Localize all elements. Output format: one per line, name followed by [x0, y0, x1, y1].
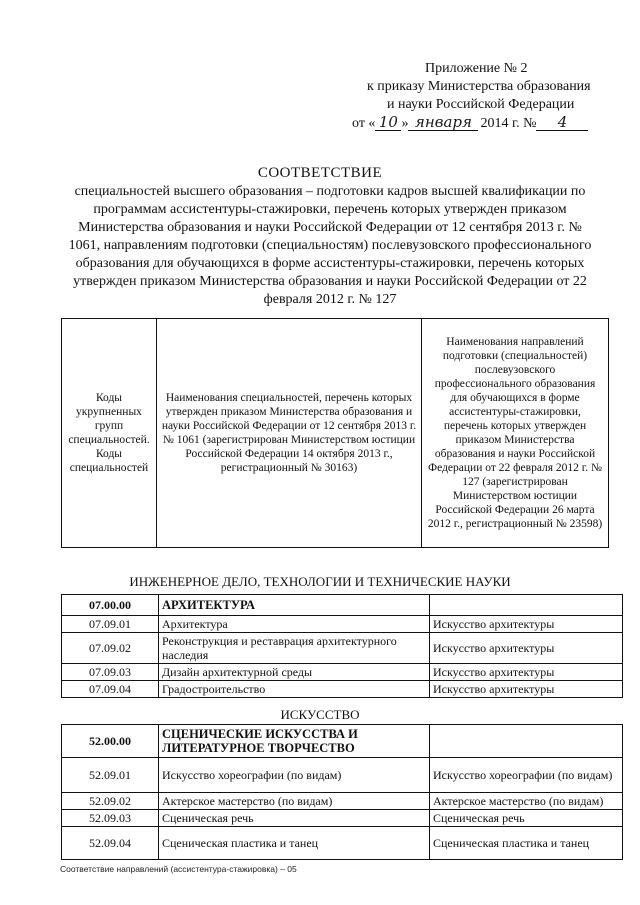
- row-direction: Искусство хореографии (по видам): [430, 758, 623, 793]
- row-direction: Искусство архитектуры: [430, 633, 623, 664]
- document-subtitle: специальностей высшего образования – подготовки кадров высшей квалификации по программам ассистентуры-стажировки, перечень которых утвержден приказом Министерства образования и науки Российской Федерации от 12 сентября 2013 г. № 1061, направлениям подготовки (специальностям) послевузовского профессионального образования для обучающихся в форме ассистентуры-стажировки, перечень которых утвержден приказом Министерства образования и науки Российской Федерации от 22 февраля 2012 г. № 127: [68, 184, 592, 307]
- row-direction: Искусство архитектуры: [430, 681, 623, 698]
- row-code: 07.09.03: [62, 664, 159, 681]
- handwritten-order-number: 4: [536, 114, 588, 131]
- row-direction: Актерское мастерство (по видам): [430, 793, 623, 810]
- row-name: Сценическая речь: [159, 810, 430, 827]
- table-row: [62, 616, 623, 633]
- row-name: Дизайн архитектурной среды: [159, 664, 430, 681]
- row-name: СЦЕНИЧЕСКИЕ ИСКУССТВА И ЛИТЕРАТУРНОЕ ТВОРЧЕСТВО: [159, 725, 430, 758]
- row-code: 52.09.04: [62, 827, 159, 860]
- row-code: 52.09.03: [62, 810, 159, 827]
- table-row: [62, 810, 623, 827]
- header-table: [61, 318, 609, 548]
- row-code: 07.09.04: [62, 681, 159, 698]
- row-direction: Сценическая пластика и танец: [430, 827, 623, 860]
- header-col-codes: Коды укрупненных групп специальностей. Коды специальностей: [62, 319, 157, 548]
- row-code: 07.09.02: [62, 633, 159, 664]
- section-title-art: ИСКУССТВО: [280, 707, 360, 722]
- table-row: [62, 725, 623, 758]
- table-row: [62, 827, 623, 860]
- document-title: СООТВЕТСТВИЕ: [257, 165, 383, 181]
- page-footer: Соответствие направлений (ассистентура-стажировка) – 05: [60, 864, 297, 874]
- section-table-art: [61, 724, 623, 860]
- row-code: 07.09.01: [62, 616, 159, 633]
- header-col-specialties: Наименования специальностей, перечень которых утвержден приказом Министерства образования и науки Российской Федерации от 12 сентября 2013 г. № 1061 (зарегистрирован Министерством юстиции Российской Федерации 14 октября 2013 г., регистрационный № 30163): [157, 319, 422, 548]
- date-mid: »: [401, 116, 409, 131]
- row-direction: [430, 725, 623, 758]
- row-direction: Сценическая речь: [430, 810, 623, 827]
- table-row: [62, 664, 623, 681]
- appendix-ministry: и науки Российской Федерации: [387, 97, 575, 112]
- appendix-number: Приложение № 2: [425, 61, 528, 76]
- handwritten-month: января: [408, 114, 478, 131]
- date-prefix: от «: [352, 116, 376, 131]
- table-row: [62, 758, 623, 793]
- appendix-date-line: [352, 114, 620, 133]
- row-name: Актерское мастерство (по видам): [159, 793, 430, 810]
- appendix-order-ref: к приказу Министерства образования: [367, 79, 591, 94]
- table-row: [62, 793, 623, 810]
- row-name: АРХИТЕКТУРА: [159, 595, 430, 616]
- row-code: 52.00.00: [62, 725, 159, 758]
- row-code: 07.00.00: [62, 595, 159, 616]
- row-name: Реконструкция и реставрация архитектурного наследия: [159, 633, 430, 664]
- table-row: [62, 681, 623, 698]
- row-name: Архитектура: [159, 616, 430, 633]
- date-year: 2014 г. №: [480, 116, 537, 131]
- row-direction: Искусство архитектуры: [430, 664, 623, 681]
- row-direction: Искусство архитектуры: [430, 616, 623, 633]
- section-title-engineering: ИНЖЕНЕРНОЕ ДЕЛО, ТЕХНОЛОГИИ И ТЕХНИЧЕСКИЕ НАУКИ: [129, 574, 511, 589]
- row-direction: [430, 595, 623, 616]
- section-table-engineering: [61, 594, 623, 698]
- row-name: Градостроительство: [159, 681, 430, 698]
- table-row: [62, 633, 623, 664]
- appendix-block: [340, 60, 620, 133]
- row-code: 52.09.02: [62, 793, 159, 810]
- table-row: [62, 595, 623, 616]
- handwritten-day: 10: [375, 114, 401, 131]
- header-col-directions: Наименования направлений подготовки (специальностей) послевузовского профессионального образования для обучающихся в форме ассистентуры-стажировки, перечень которых утвержден приказом Министерства образования и науки Российской Федерации от 22 февраля 2012 г. № 127 (зарегистрирован Министерством юстиции Российской Федерации 26 марта 2012 г., регистрационный № 23598): [422, 319, 609, 548]
- row-name: Сценическая пластика и танец: [159, 827, 430, 860]
- row-code: 52.09.01: [62, 758, 159, 793]
- row-name: Искусство хореографии (по видам): [159, 758, 430, 793]
